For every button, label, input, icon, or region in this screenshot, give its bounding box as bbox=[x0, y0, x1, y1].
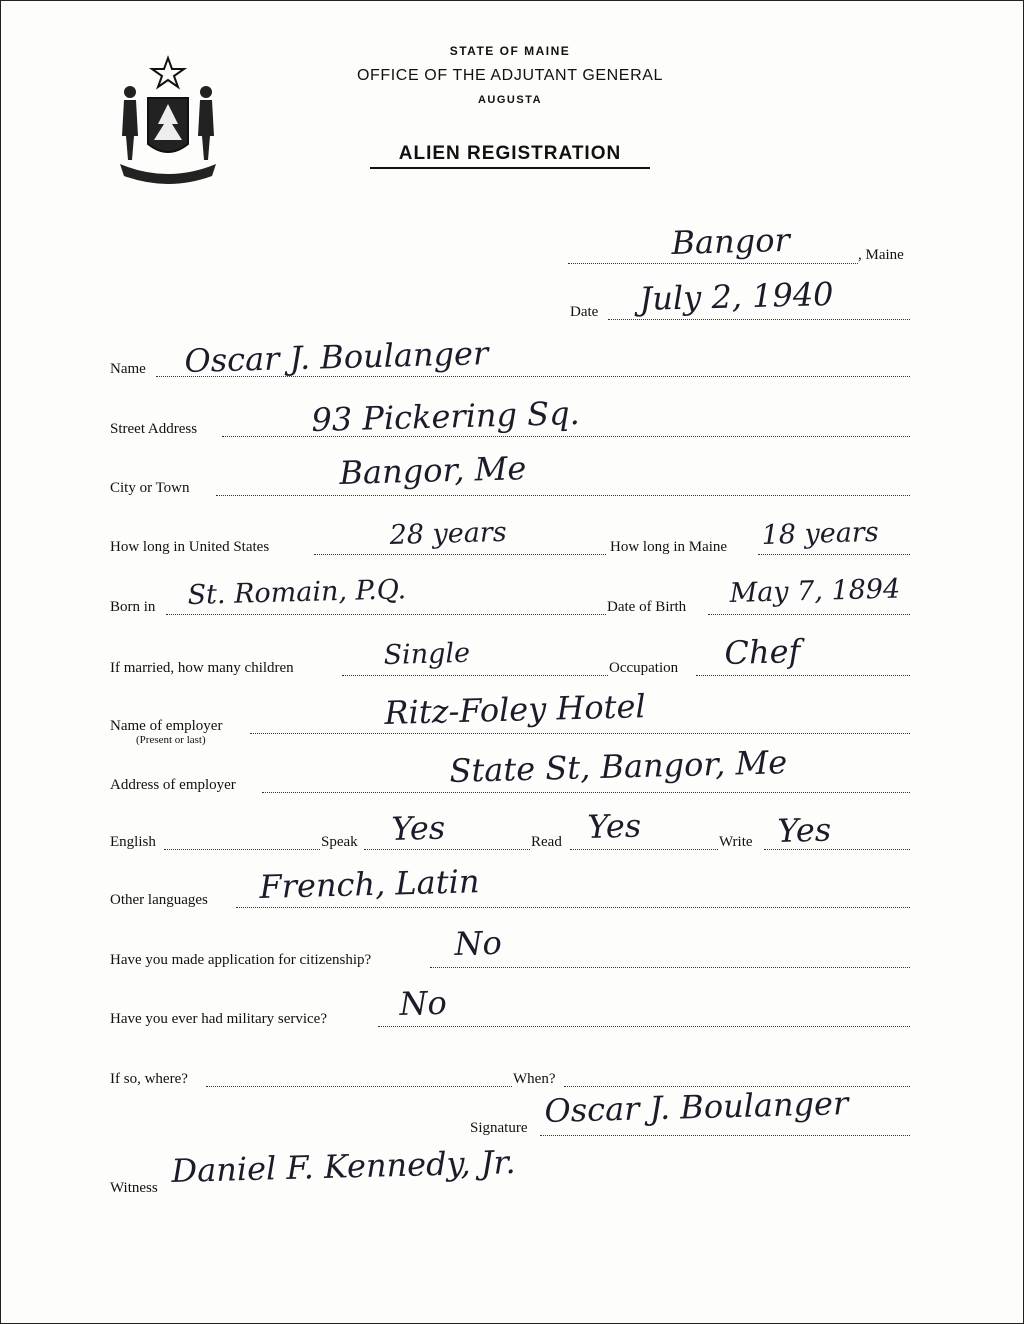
citizenship-line bbox=[430, 966, 910, 968]
header-office: OFFICE OF THE ADJUTANT GENERAL bbox=[356, 67, 664, 84]
speak-value: Yes bbox=[391, 808, 446, 848]
citizenship-value: No bbox=[454, 923, 503, 963]
occupation-value: Chef bbox=[724, 632, 801, 672]
read-label: Read bbox=[531, 834, 562, 850]
children-line bbox=[342, 674, 608, 676]
read-value: Yes bbox=[587, 806, 642, 846]
how-long-us-label: How long in United States bbox=[110, 539, 270, 555]
form-title: ALIEN REGISTRATION bbox=[370, 143, 650, 169]
date-of-birth-value: May 7, 1894 bbox=[729, 573, 901, 609]
employer-value: Ritz-Foley Hotel bbox=[384, 687, 647, 732]
date-of-birth-label: Date of Birth bbox=[607, 599, 687, 615]
city-value: Bangor, Me bbox=[339, 449, 527, 492]
date-label: Date bbox=[570, 304, 599, 320]
occupation-label: Occupation bbox=[609, 660, 679, 676]
english-line bbox=[164, 848, 320, 850]
born-in-value: St. Romain, P.Q. bbox=[187, 574, 407, 611]
employer-address-value: State St, Bangor, Me bbox=[449, 743, 788, 790]
employer-address-line bbox=[262, 791, 910, 793]
military-line bbox=[378, 1025, 910, 1027]
date-line bbox=[608, 318, 910, 320]
maine-state-seal bbox=[110, 52, 226, 184]
employer-sublabel: (Present or last) bbox=[136, 734, 206, 746]
if-so-where-line bbox=[206, 1085, 512, 1087]
date-value: July 2, 1940 bbox=[639, 274, 834, 318]
write-value: Yes bbox=[777, 810, 832, 850]
speak-line bbox=[364, 848, 530, 850]
when-label: When? bbox=[513, 1071, 556, 1087]
town-value: Bangor bbox=[671, 220, 791, 262]
signature-line bbox=[540, 1134, 910, 1136]
other-languages-label: Other languages bbox=[110, 892, 208, 908]
children-value: Single bbox=[383, 637, 471, 671]
citizenship-label: Have you made application for citizenship? bbox=[110, 952, 372, 968]
city-line bbox=[216, 494, 910, 496]
how-long-maine-line bbox=[758, 553, 910, 555]
signature-label: Signature bbox=[470, 1120, 528, 1136]
witness-label: Witness bbox=[110, 1180, 158, 1196]
write-label: Write bbox=[719, 834, 753, 850]
military-value: No bbox=[399, 983, 448, 1023]
occupation-line bbox=[696, 674, 910, 676]
if-so-where-label: If so, where? bbox=[110, 1071, 188, 1087]
employer-label: Name of employer bbox=[110, 718, 223, 734]
date-of-birth-line bbox=[708, 613, 910, 615]
maine-label: , Maine bbox=[858, 247, 904, 263]
how-long-us-value: 28 years bbox=[389, 516, 507, 551]
street-label: Street Address bbox=[110, 421, 198, 437]
name-value: Oscar J. Boulanger bbox=[184, 334, 489, 380]
how-long-maine-value: 18 years bbox=[761, 516, 879, 551]
born-in-line bbox=[166, 613, 606, 615]
employer-line bbox=[250, 732, 910, 734]
name-label: Name bbox=[110, 361, 146, 377]
speak-label: Speak bbox=[321, 834, 358, 850]
employer-address-label: Address of employer bbox=[110, 777, 236, 793]
other-languages-value: French, Latin bbox=[259, 862, 480, 906]
born-in-label: Born in bbox=[110, 599, 156, 615]
header-city: AUGUSTA bbox=[477, 94, 543, 106]
military-label: Have you ever had military service? bbox=[110, 1011, 327, 1027]
witness-value: Daniel F. Kennedy, Jr. bbox=[171, 1143, 516, 1190]
how-long-us-line bbox=[314, 553, 606, 555]
read-line bbox=[570, 848, 718, 850]
how-long-maine-label: How long in Maine bbox=[610, 539, 728, 555]
town-line bbox=[568, 262, 858, 264]
other-languages-line bbox=[236, 906, 910, 908]
children-label: If married, how many children bbox=[110, 660, 294, 676]
signature-value: Oscar J. Boulanger bbox=[544, 1084, 849, 1130]
header-state: STATE OF MAINE bbox=[449, 44, 571, 58]
city-label: City or Town bbox=[110, 480, 190, 496]
english-label: English bbox=[110, 834, 156, 850]
street-value: 93 Pickering Sq. bbox=[311, 393, 581, 439]
